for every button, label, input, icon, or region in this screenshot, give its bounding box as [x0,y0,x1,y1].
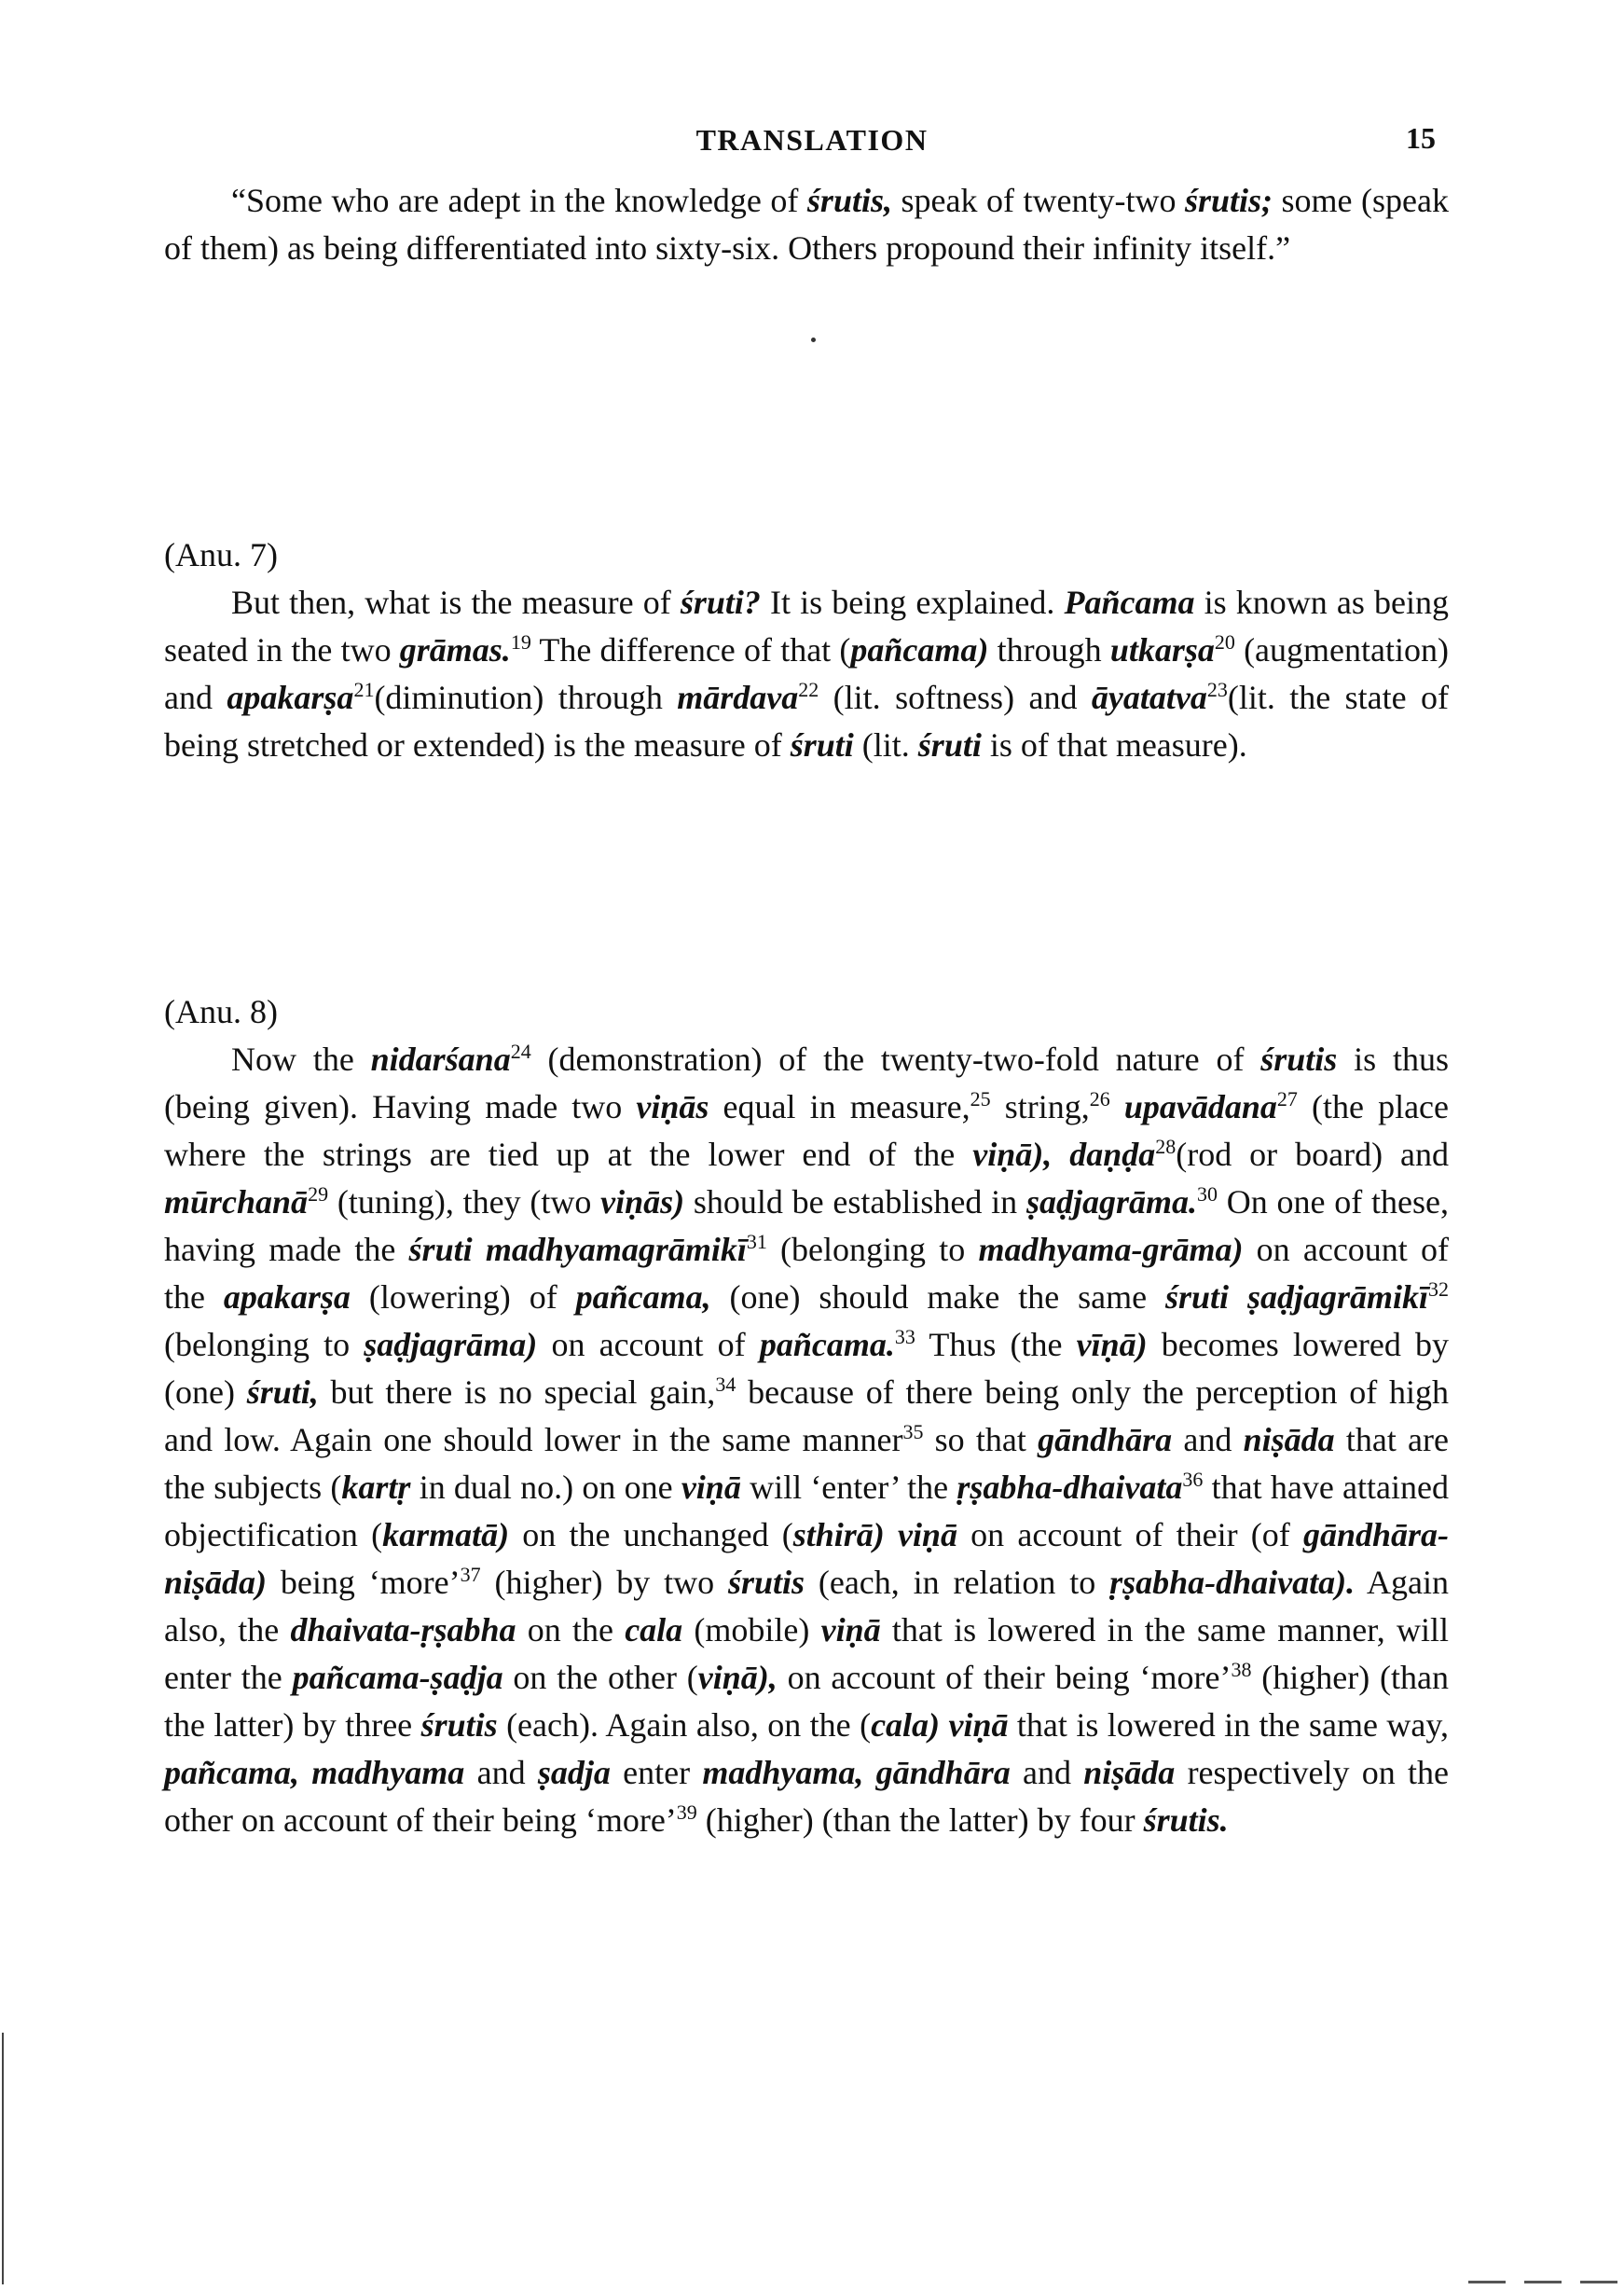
text: that are the subjects ( [164,1421,1450,1506]
footnote-ref: 20 [1214,630,1235,654]
text: string, [990,1088,1090,1125]
text: some (speak of them) as being differentiated into sixty-six. Others propound their infinity itself.” [164,182,1449,267]
term: dhaivata-ṛṣabha [290,1611,516,1649]
text: equal in measure, [709,1088,970,1125]
text: (lowering) of [350,1278,576,1316]
term: madhyama, [702,1754,864,1791]
term: śrutis, [806,182,892,219]
term: śruti, [246,1373,319,1411]
text: It is being explained. [760,584,1065,621]
text: On one of these, having made the [164,1183,1449,1268]
text: (belonging to [164,1326,365,1363]
text [1052,1136,1069,1173]
text: and [464,1754,538,1791]
term: pañcama) [850,631,989,669]
term: gāndhāra-niṣāda) [164,1516,1450,1601]
footnote-ref: 22 [798,678,819,701]
text: that have attained objectification ( [164,1469,1449,1553]
term: niṣāda [1083,1754,1176,1791]
term: utkarṣa [1109,631,1215,669]
text: Again also, the [164,1564,1449,1649]
term: gāndhāra [1038,1421,1173,1458]
term: apakarṣa [223,1278,351,1316]
text: Thus (the [915,1326,1077,1363]
footnote-ref: 33 [894,1325,915,1348]
section-label: (Anu. 7) [164,536,278,573]
text: on account of the [164,1231,1450,1316]
text: that is lowered in the same manner, will enter the [164,1611,1449,1696]
term: ṣaḍjagrāmikī [1246,1278,1429,1316]
text: (one) should make the same [710,1278,1166,1316]
text: (higher) by two [480,1564,728,1601]
term: ṣaḍjagrāma. [1025,1183,1197,1221]
text: (lit. the state of being stretched or extended) is the measure of [164,679,1449,764]
term: śruti [917,726,982,764]
term: karmatā) [382,1516,510,1553]
section-label: (Anu. 8) [164,993,278,1030]
text: (the place where the strings are tied up at the lower end of the [164,1088,1450,1173]
term: grāmas. [399,631,511,669]
term: apakarṣa [227,679,354,716]
section-anu-7 [164,531,1449,769]
term: ṛṣabha-dhaivata [957,1469,1183,1506]
term: viṇā [820,1611,881,1649]
term: pañcama, [164,1754,300,1791]
text: (diminution) through [374,679,678,716]
text: (lit. softness) and [819,679,1092,716]
text: that is lowered in the same way, [1008,1706,1449,1744]
text: on account of their (of [957,1516,1303,1553]
footnote-ref: 34 [715,1373,736,1396]
footnote-ref: 29 [308,1182,329,1206]
text: (rod or board) and [1176,1136,1450,1173]
term: ṣaḍjagrāma) [364,1326,538,1363]
text: (tuning), they (two [328,1183,601,1221]
term: cala) [871,1706,941,1744]
text: on account of their being ‘more’ [777,1659,1232,1696]
text: (lit. [853,726,918,764]
text: (each, in relation to [805,1564,1110,1601]
term: upavādana [1123,1088,1277,1125]
text: (higher) (than the latter) by four [696,1801,1144,1839]
term: madhyama-grāma) [978,1231,1244,1268]
text: in dual no.) on one [410,1469,681,1506]
term: mūrchanā [164,1183,309,1221]
text [299,1754,311,1791]
text: on account of [537,1326,760,1363]
footnote-ref: 21 [353,678,375,701]
footnote-ref: 35 [902,1420,924,1443]
text: and [1010,1754,1084,1791]
quote-paragraph [164,177,1449,272]
term: madhyamagrāmikī [485,1231,747,1268]
text: respectively on the other on account of their being ‘more’ [164,1754,1450,1839]
term: viṇā), [972,1136,1053,1173]
anu-7-paragraph [164,579,1449,769]
footnote-ref: 38 [1231,1658,1252,1681]
footnote-ref: 31 [746,1230,767,1253]
text: (higher) (than the latter) by three [164,1659,1450,1744]
term: Pañcama [1064,584,1195,621]
term: daṇḍa [1069,1136,1156,1173]
text: because of there being only the perception of high and low. Again one should lower in the same manner [164,1373,1449,1458]
text: (augmentation) and [164,631,1449,716]
page-number: 15 [1406,121,1436,155]
scan-edge-line [2,2033,4,2284]
text: Now the [231,1041,371,1078]
footnote-ref: 19 [510,630,531,654]
text: is of that measure). [981,726,1247,764]
footnote-ref: 37 [460,1563,481,1586]
text [885,1516,898,1553]
term: viṇā [897,1516,957,1553]
footnote-ref: 25 [970,1087,991,1111]
text: (belonging to [766,1231,979,1268]
term: mārdava [677,679,799,716]
footnote-ref: 30 [1196,1182,1218,1206]
term: viṇā [681,1469,741,1506]
term: śrutis [727,1564,805,1601]
text: (demonstration) of the twenty-two-fold nature of [530,1041,1261,1078]
scan-corner-mark [1468,2281,1617,2283]
text: being ‘more’ [267,1564,461,1601]
text [863,1754,875,1791]
term: viṇās) [600,1183,685,1221]
term: śruti [1165,1278,1230,1316]
footnote-ref: 24 [510,1040,531,1063]
term: śrutis [1260,1041,1338,1078]
term: gāndhāra [875,1754,1011,1791]
term: pañcama. [759,1326,895,1363]
term: niṣāda [1243,1421,1335,1458]
footnote-ref: 36 [1182,1468,1204,1491]
text [1229,1278,1247,1316]
term: vīṇā) [1076,1326,1148,1363]
term: pañcama, [575,1278,711,1316]
term: ṛṣabha-dhaivata). [1109,1564,1356,1601]
anu-8-paragraph [164,1036,1449,1844]
footnote-ref: 26 [1089,1087,1110,1111]
stray-dot-mark [811,338,816,342]
text: is known as being seated in the two [164,584,1450,669]
text: is thus (being given). Having made two [164,1041,1449,1125]
term: āyatatva [1091,679,1207,716]
text: enter [610,1754,703,1791]
term: cala [625,1611,683,1649]
footnote-ref: 32 [1428,1277,1450,1301]
text: “Some who are adept in the knowledge of [231,182,807,219]
footnote-ref: 27 [1276,1087,1298,1111]
text: But then, what is the measure of [231,584,681,621]
footnote-ref: 23 [1206,678,1228,701]
section-anu-8 [164,988,1449,1844]
footnote-ref: 39 [676,1800,697,1824]
term: śrutis [420,1706,498,1744]
text: and [1172,1421,1244,1458]
text: through [988,631,1110,669]
opening-quote [164,177,1449,272]
term: sthirā) [792,1516,885,1553]
term: śruti [408,1231,473,1268]
term: kartṛ [341,1469,411,1506]
term: ṣadja [537,1754,611,1791]
term: śrutis; [1184,182,1273,219]
term: śruti? [680,584,761,621]
text: (each). Again also, on the ( [497,1706,872,1744]
term: viṇā), [697,1659,778,1696]
running-title: TRANSLATION [695,123,929,157]
text: on the [516,1611,626,1649]
text: so that [923,1421,1039,1458]
text: but there is no special gain, [318,1373,716,1411]
text: speak of twenty-two [891,182,1185,219]
text: on the unchanged ( [509,1516,793,1553]
page-header [0,119,1624,166]
text [473,1231,486,1268]
text: will ‘enter’ the [740,1469,957,1506]
term: madhyama [311,1754,465,1791]
text: becomes lowered by (one) [164,1326,1449,1411]
term: śruti [790,726,854,764]
text: The difference of that ( [530,631,851,669]
term: pañcama-ṣaḍja [292,1659,503,1696]
term: viṇā [948,1706,1009,1744]
footnote-ref: 28 [1155,1135,1177,1158]
text [1110,1088,1124,1125]
text: should be established in [684,1183,1026,1221]
text: on the other ( [502,1659,698,1696]
term: nidarśana [370,1041,511,1078]
term: śrutis. [1143,1801,1229,1839]
text: (mobile) [682,1611,821,1649]
term: viṇās [636,1088,709,1125]
